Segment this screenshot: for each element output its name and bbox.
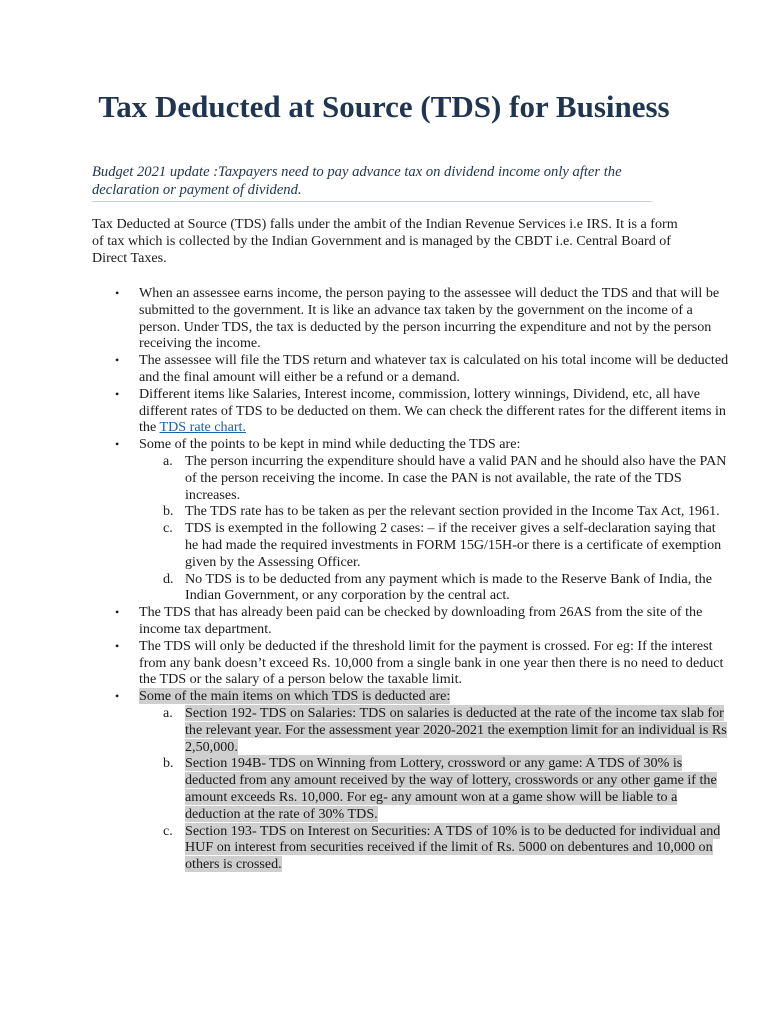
bullet-item (139, 285, 729, 352)
highlighted-section-text: Section 194B- TDS on Winning from Lottery, crossword or any game: A TDS of 30% is deducted from any amount received by the way of lottery, crosswords or any other game if the amount exceeds Rs. 10,000. For eg- any amount won at a game show will be liable to a deduction at the rate of 30% TDS. (185, 755, 717, 822)
bullet-item (139, 386, 729, 436)
sub-list-item (163, 755, 729, 822)
tds-bullet-list (92, 285, 729, 873)
highlighted-section-text: Section 193- TDS on Interest on Securities: A TDS of 10% is to be deducted for individual and HUF on interest from securities received if the limit of Rs. 5000 on debentures and 10,000 on others is crossed. (185, 822, 721, 873)
bullet-item (139, 638, 729, 688)
list-marker: b. (163, 755, 174, 772)
sub-list-item (163, 520, 729, 570)
highlighted-section-text: Section 192- TDS on Salaries: TDS on salaries is deducted at the rate of the income tax slab for the relevant year. For the assessment year 2020-2021 the exemption limit for an individual is Rs 2,50,000. (185, 704, 727, 755)
bullet-text: Some of the points to be kept in mind while deducting the TDS are: (139, 436, 521, 453)
list-marker: b. (163, 503, 174, 520)
bullet-text: The assessee will file the TDS return and whatever tax is calculated on his total income will be deducted and the final amount will either be a refund or a demand. (139, 352, 729, 385)
intro-paragraph: Tax Deducted at Source (TDS) falls under the ambit of the Indian Revenue Services i.e IRS. It is a form of tax which is collected by the Indian Government and is managed by the CBDT i.e. Central Board of Direct Taxes. (92, 216, 678, 266)
budget-update-note: Budget 2021 update :Taxpayers need to pay advance tax on dividend income only after the declaration or payment of dividend. (92, 163, 652, 202)
sub-list-item (163, 704, 729, 755)
bullet-item (139, 688, 729, 873)
sub-item-text: The TDS rate has to be taken as per the relevant section provided in the Income Tax Act, 1961. (185, 503, 720, 520)
sub-item-text: The person incurring the expenditure should have a valid PAN and he should also have the PAN of the person receiving the income. In case the PAN is not available, the rate of the TDS increases. (185, 452, 727, 503)
bullet-text: The TDS that has already been paid can be checked by downloading from 26AS from the site of the income tax department. (139, 604, 703, 637)
bullet-item (139, 604, 729, 638)
sub-list-item (163, 503, 729, 520)
list-marker: a. (163, 452, 173, 469)
tds-sections-list (139, 705, 729, 873)
sub-list-item (163, 822, 729, 873)
sub-item-text: No TDS is to be deducted from any payment which is made to the Reserve Bank of India, the Indian Government, or any corporation by the central act. (185, 570, 712, 604)
highlighted-bullet-text: Some of the main items on which TDS is deducted are: (139, 688, 451, 705)
page-title: Tax Deducted at Source (TDS) for Business (98, 89, 670, 124)
bullet-item (139, 352, 729, 386)
sub-item-text: TDS is exempted in the following 2 cases: – if the receiver gives a self-declaration saying that he had made the required investments in FORM 15G/15H-or there is a certificate of exemption given by the Assessing Officer. (185, 520, 722, 570)
sub-list-item (163, 570, 729, 605)
deduction-points-list (139, 453, 729, 604)
list-marker: c. (163, 822, 173, 839)
bullet-text: When an assessee earns income, the person paying to the assessee will deduct the TDS and that will be submitted to the government. It is like an advance tax taken by the government on the income of a person. Under TDS, the tax is deducted by the person incurring the expenditure and not by the person receiving the income. (139, 285, 720, 352)
list-marker: a. (163, 704, 173, 721)
bullet-text: Different items like Salaries, Interest income, commission, lottery winnings, Dividend, etc, all have different rates of TDS to be deducted on them. We can check the different rates for the different items in the (139, 385, 726, 436)
sub-list-item (163, 452, 729, 503)
list-marker: c. (163, 520, 173, 537)
bullet-item (139, 436, 729, 604)
tds-rate-chart-link[interactable]: TDS rate chart. (159, 419, 246, 436)
bullet-text: The TDS will only be deducted if the threshold limit for the payment is crossed. For eg: If the interest from any bank doesn’t exceed Rs. 10,000 from a single bank in one year then there is no need to deduct the TDS or the salary of a person below the taxable limit. (139, 637, 724, 688)
list-marker: d. (163, 570, 174, 587)
